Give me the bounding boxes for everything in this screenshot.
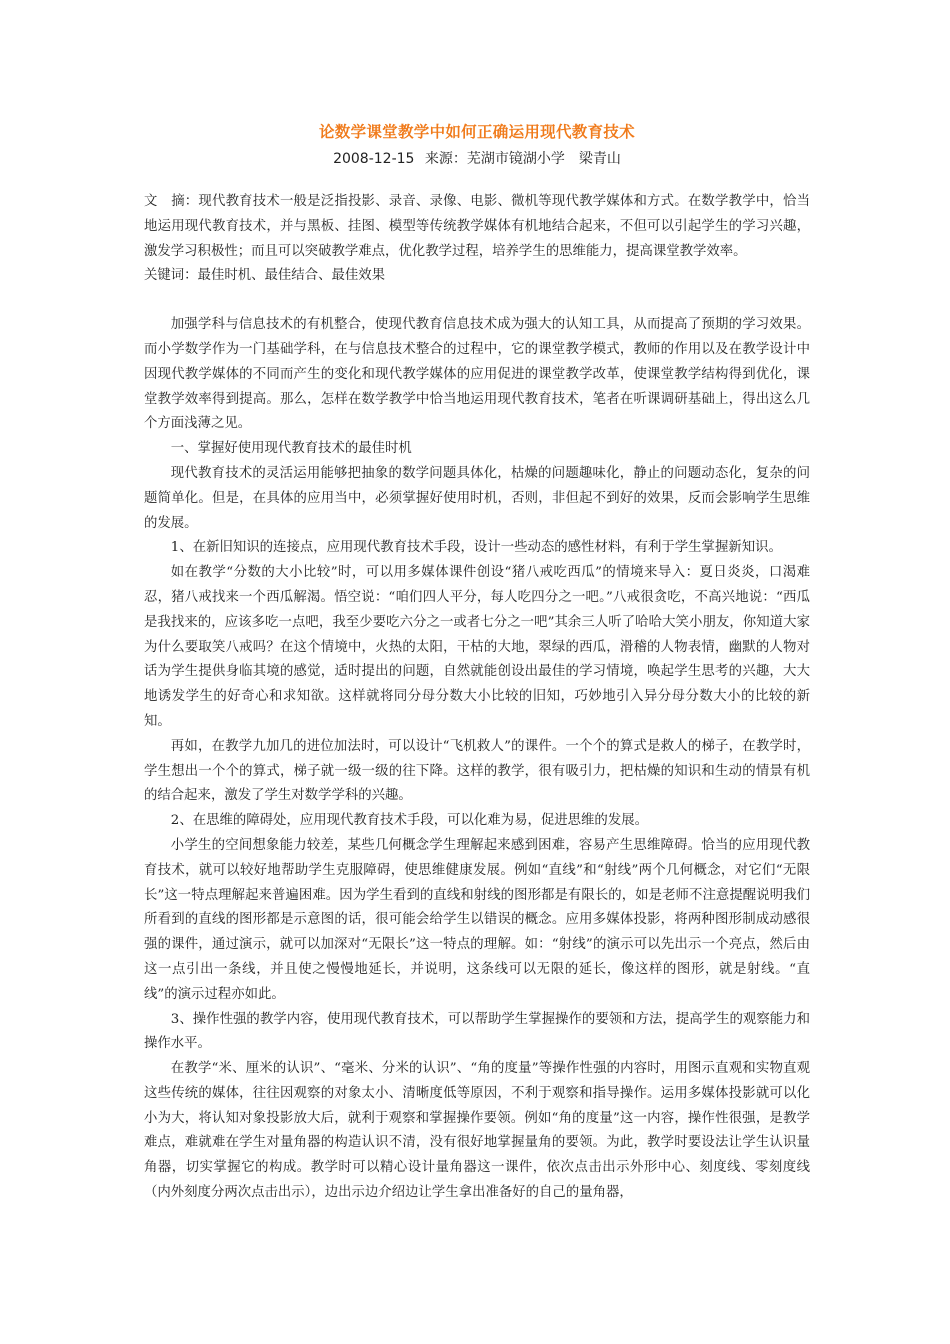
article-source: 来源：芜湖市镜湖小学 梁青山	[424, 151, 621, 167]
abstract-text: 文 摘：现代教育技术一般是泛指投影、录音、录像、电影、微机等现代教学媒体和方式。在数学教学中，恰当地运用现代教育技术，并与黑板、挂图、模型等传统教学媒体有机地结合起来，不但可以引起学生的学习兴趣，激发学习积极性；而且可以突破教学难点，优化教学过程，培养学生的思维能力，提高课堂教学效率。	[144, 194, 810, 259]
article-title: 论数学课堂教学中如何正确运用现代教育技术	[318, 123, 635, 141]
body-paragraph: 小学生的空间想象能力较差，某些几何概念学生理解起来感到困难，容易产生思维障碍。恰当的应用现代教育技术，就可以较好地帮助学生克服障碍，使思维健康发展。例如“直线”和“射线”两个几何概念，对它们“无限长”这一特点理解起来普遍困难。因为学生看到的直线和射线的图形都是有限长的，如是老师不注意提醒说明我们所看到的直线的图形都是示意图的话，很可能会给学生以错误的概念。应用多媒体投影，将两种图形制成动感很强的课件，通过演示，就可以加深对“无限长”这一特点的理解。如：“射线”的演示可以先出示一个亮点，然后由这一点引出一条线，并且使之慢慢地延长，并说明，这条线可以无限的延长，像这样的图形，就是射线。“直线”的演示过程亦如此。	[144, 837, 810, 1002]
publish-date: 2008-12-15	[333, 151, 415, 167]
section-heading: 一、掌握好使用现代教育技术的最佳时机	[170, 441, 412, 457]
body-paragraph: 在教学“米、厘米的认识”、“毫米、分米的认识”、“角的度量”等操作性强的内容时，用图示直观和实物直观这些传统的媒体，往往因观察的对象太小、清晰度低等原因，不利于观察和指导操作。运用多媒体投影就可以化小为大，将认知对象投影放大后，就利于观察和掌握操作要领。例如“角的度量”这一内容，操作性很强，是教学难点，难就难在学生对量角器的构造认识不清，没有很好地掌握量角的要领。为此，教学时要设法让学生认识量角器，切实掌握它的构成。教学时可以精心设计量角器这一课件，依次点击出示外形中心、刻度线、零刻度线（内外刻度分两次点击出示），边出示边介绍边让学生拿出准备好的自己的量角器，	[144, 1061, 810, 1201]
body-paragraph: 再如，在教学九加几的进位加法时，可以设计“飞机救人”的课件。一个个的算式是救人的梯子，在教学时，学生想出一个个的算式，梯子就一级一级的往下降。这样的教学，很有吸引力，把枯燥的知识和生动的情景有机的结合起来，激发了学生对数学学科的兴趣。	[144, 738, 810, 804]
abstract-section	[144, 190, 810, 289]
document-page	[144, 120, 810, 1206]
subsection-heading: 2、在思维的障碍处，应用现代教育技术手段，可以化难为易，促进思维的发展。	[170, 813, 648, 829]
keywords: 关键词：最佳时机、最佳结合、最佳效果	[144, 268, 386, 284]
subsection-heading: 1、在新旧知识的连接点，应用现代教育技术手段，设计一些动态的感性材料，有利于学生掌握新知识。	[170, 540, 782, 556]
article-body	[144, 313, 810, 1206]
body-paragraph: 如在教学“分数的大小比较”时，可以用多媒体课件创设“猪八戒吃西瓜”的情境来导入：夏日炎炎，口渴难忍，猪八戒找来一个西瓜解渴。悟空说：“咱们四人平分，每人吃四分之一吧。”八戒很贪吃，不高兴地说：“西瓜是我找来的，应该多吃一点吧，我至少要吃六分之一或者七分之一吧”其余三人听了哈哈大笑小朋友，你知道大家为什么要取笑八戒吗？在这个情境中，火热的太阳，干枯的大地，翠绿的西瓜，滑稽的人物表情，幽默的人物对话为学生提供身临其境的感觉，适时提出的问题，自然就能创设出最佳的学习情境，唤起学生思考的兴趣，大大地诱发学生的好奇心和求知欲。这样就将同分母分数大小比较的旧知，巧妙地引入异分母分数大小的比较的新知。	[144, 565, 810, 729]
subsection-heading: 3、操作性强的教学内容，使用现代教育技术，可以帮助学生掌握操作的要领和方法，提高学生的观察能力和操作水平。	[144, 1011, 810, 1052]
article-meta	[144, 148, 810, 170]
body-paragraph: 现代教育技术的灵活运用能够把抽象的数学问题具体化，枯燥的问题趣味化，静止的问题动态化，复杂的问题简单化。但是，在具体的应用当中，必须掌握好使用时机，否则，非但起不到好的效果，反而会影响学生思维的发展。	[144, 465, 810, 531]
body-paragraph: 加强学科与信息技术的有机整合，使现代教育信息技术成为强大的认知工具，从而提高了预期的学习效果。而小学数学作为一门基础学科，在与信息技术整合的过程中，它的课堂教学模式，教师的作用以及在教学设计中因现代教学媒体的不同而产生的变化和现代教学媒体的应用促进的课堂教学改革，使课堂教学结构得到优化，课堂教学效率得到提高。那么，怎样在数学教学中恰当地运用现代教育技术，笔者在听课调研基础上，得出这么几个方面浅薄之见。	[144, 317, 810, 432]
